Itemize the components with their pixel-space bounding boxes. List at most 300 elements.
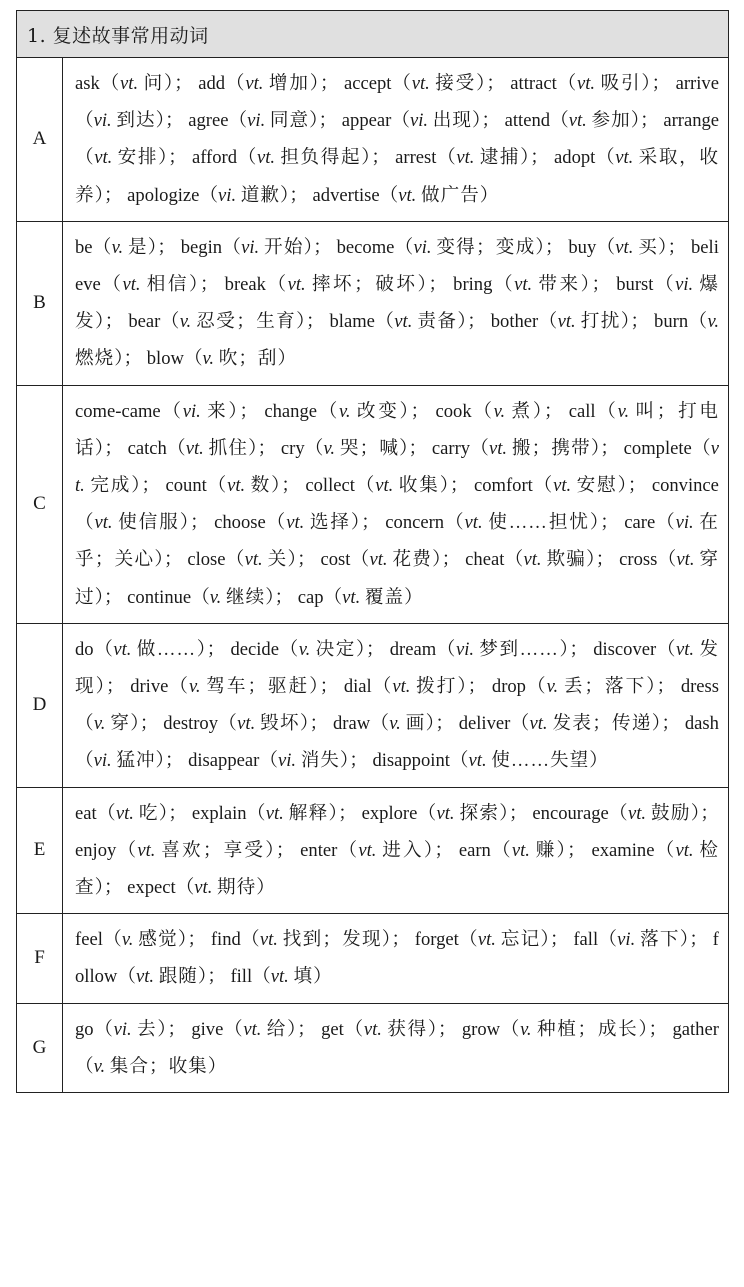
part-of-speech: vt. (244, 549, 263, 571)
verb-word: become (336, 236, 395, 258)
part-of-speech: v. (298, 638, 311, 660)
verb-word: dial (343, 676, 372, 698)
verb-word: apologize (127, 184, 200, 206)
verb-meaning: 参加 (591, 110, 631, 132)
verb-word: find (210, 929, 241, 951)
group-letter: G (17, 1003, 63, 1092)
group-letter: B (17, 221, 63, 385)
verb-entry: cost（vt. 花费） (320, 549, 442, 571)
verb-meaning: 关 (267, 549, 288, 571)
verb-word: arrest (395, 147, 437, 169)
verb-entry: add（vt. 增加） (198, 73, 320, 94)
verb-entry: complete（vt. 完成） (75, 437, 719, 497)
verb-meaning: 爆发 (75, 274, 719, 333)
verb-entry: follow（vt. 跟随） (75, 929, 719, 988)
part-of-speech: vt. (135, 966, 155, 988)
verb-meaning: 期待 (217, 877, 257, 899)
verb-word: cheat (465, 549, 505, 571)
verb-word: forget (414, 929, 459, 951)
part-of-speech: v. (121, 929, 134, 951)
part-of-speech: vt. (270, 966, 289, 988)
part-of-speech: vt. (523, 549, 542, 571)
part-of-speech: vt. (676, 638, 695, 660)
part-of-speech: v. (202, 348, 215, 370)
verb-entry: agree（vi. 同意） (188, 110, 319, 132)
verb-meaning: 问 (143, 73, 165, 94)
verb-word: encourage (532, 802, 609, 824)
letter-group-row (17, 1003, 729, 1092)
verb-word: arrange (663, 110, 720, 132)
verb-meaning: 丢；落下 (563, 676, 647, 698)
verb-meaning: 种植；成长 (536, 1018, 639, 1040)
verb-entry: grow（v. 种植；成长） (461, 1018, 649, 1040)
verb-word: bother (490, 311, 539, 333)
verb-word: continue (127, 586, 192, 608)
verb-word: enter (300, 839, 338, 861)
verb-word: ask (75, 73, 100, 94)
verb-word: cost (320, 549, 351, 571)
verb-word: burn (654, 311, 689, 333)
part-of-speech: vt. (468, 750, 487, 772)
part-of-speech: vt. (245, 73, 264, 94)
verb-entry: cap（vt. 覆盖） (297, 586, 423, 608)
part-of-speech: vt. (115, 802, 134, 824)
verb-word: blow (146, 348, 184, 370)
part-of-speech: vt. (477, 929, 496, 951)
verb-meaning: 接受 (435, 73, 477, 94)
part-of-speech: vi. (113, 1018, 132, 1040)
verb-meaning: 发现 (75, 638, 719, 698)
letter-group-row (17, 787, 729, 914)
verb-meaning: 买 (638, 236, 659, 258)
verb-word: advertise (312, 184, 380, 206)
group-entries: go（vi. 去）； give（vt. 给）； get（vt. 获得）； grow（v. 种植；成长）； gather（v. 集合；收集） (63, 1003, 729, 1092)
group-entries: come-came（vi. 来）； change（v. 改变）； cook（v. 煮）； call（v. 叫；打电话）； catch（vt. 抓住）； cry（v. 哭；喊）； carry（vt. 搬；携带）； complete（vt. 完成）； count（vt. 数）； collect（vt. 收集）； comfort（vt. 安慰）； convince（vt. 使信服）； choose（vt. 选择）； concern（vt. 使……担忧）； care（vi. 在乎；关心）； close（vt. 关）； cost（vt. 花费）； cheat（vt. 欺骗）； cross（vt. 穿过）； continue（v. 继续）； cap（vt. 覆盖） (63, 385, 729, 623)
verb-meaning: 使信服 (118, 512, 180, 534)
verb-word: count (165, 475, 207, 497)
part-of-speech: vi. (675, 512, 694, 534)
verb-entry: choose（vt. 选择） (214, 512, 362, 534)
group-letter: C (17, 385, 63, 623)
verb-word: bring (453, 274, 493, 296)
verb-entry: arrest（vt. 逮捕） (395, 147, 531, 169)
letter-group-row (17, 58, 729, 222)
verb-meaning: 跟随 (158, 966, 198, 988)
verb-meaning: 找到；发现 (282, 929, 382, 951)
verb-entry: draw（v. 画） (332, 713, 436, 735)
verb-entry: catch（vt. 抓住） (127, 437, 258, 459)
group-letter: E (17, 787, 63, 914)
verb-entry: convince（vt. 使信服） (75, 475, 719, 534)
verb-word: cry (280, 437, 305, 459)
part-of-speech: v. (93, 713, 106, 735)
verb-meaning: 责备 (417, 311, 458, 333)
verb-meaning: 搬；携带 (511, 437, 591, 459)
verb-meaning: 使……失望 (491, 750, 590, 772)
verb-entry: attract（vt. 吸引） (510, 73, 652, 94)
verb-entry: bear（v. 忍受；生育） (128, 311, 306, 333)
part-of-speech: vi. (182, 400, 201, 422)
verb-word: expect (127, 877, 176, 899)
verb-word: dress (680, 676, 720, 698)
verb-entry: cheat（vt. 欺骗） (465, 549, 596, 571)
part-of-speech: vt. (514, 274, 533, 296)
verb-entry: close（vt. 关） (187, 549, 297, 571)
verb-meaning: 增加 (268, 73, 310, 94)
verb-entry: blow（v. 吹；刮） (146, 348, 297, 370)
verb-entry: gather（v. 集合；收集） (75, 1018, 719, 1077)
part-of-speech: vt. (411, 73, 430, 94)
verb-entry: afford（vt. 担负得起） (191, 147, 372, 169)
verb-word: change (264, 400, 318, 422)
part-of-speech: vt. (375, 475, 394, 497)
part-of-speech: vt. (464, 512, 483, 534)
verb-entry: cook（v. 煮） (435, 400, 544, 422)
verb-word: afford (191, 147, 238, 169)
part-of-speech: v. (111, 236, 124, 258)
verb-entry: discover（vt. 发现） (75, 638, 719, 698)
verb-entry: continue（v. 继续） (127, 586, 275, 608)
verb-word: agree (188, 110, 229, 132)
verb-meaning: 采取，收养 (75, 147, 719, 206)
verb-entry: do（vt. 做……） (75, 638, 207, 660)
verb-meaning: 欺骗 (546, 549, 587, 571)
verb-entry: blame（vt. 责备） (329, 311, 468, 333)
verb-word: carry (431, 437, 471, 459)
verb-meaning: 使……担忧 (488, 512, 590, 534)
verb-vocabulary-table (16, 10, 729, 1093)
verb-meaning: 穿过 (75, 549, 719, 608)
verb-entry: buy（vt. 买） (568, 236, 668, 258)
verb-word: catch (127, 437, 167, 459)
part-of-speech: vt. (75, 437, 719, 497)
part-of-speech: vt. (627, 802, 647, 824)
verb-meaning: 检查 (75, 839, 720, 899)
verb-meaning: 梦到…… (479, 638, 559, 660)
verb-entry: attend（vt. 参加） (504, 110, 641, 132)
verb-entry: find（vt. 找到；发现） (210, 929, 392, 951)
part-of-speech: vt. (265, 802, 284, 824)
verb-word: give (191, 1018, 224, 1040)
verb-word: concern (385, 512, 445, 534)
verb-meaning: 哭；喊 (339, 437, 400, 459)
title-row (17, 11, 729, 58)
verb-entry: fall（vi. 落下） (573, 929, 690, 951)
part-of-speech: vt. (568, 110, 587, 132)
verb-entry: concern（vt. 使……担忧） (385, 512, 601, 534)
verb-meaning: 画 (405, 713, 426, 735)
verb-entry: advertise（vt. 做广告） (312, 184, 499, 206)
verb-entry: count（vt. 数） (165, 475, 282, 497)
verb-meaning: 给 (266, 1018, 288, 1040)
part-of-speech: vt. (398, 184, 417, 206)
verb-meaning: 集合；收集 (109, 1055, 208, 1077)
verb-entry: burst（vi. 爆发） (75, 274, 719, 333)
verb-entry: cross（vt. 穿过） (75, 549, 719, 608)
verb-entry: eat（vt. 吃） (75, 802, 169, 824)
verb-word: fill (230, 966, 253, 988)
verb-entry: appear（vi. 出现） (341, 110, 482, 132)
part-of-speech: vt. (185, 437, 204, 459)
verb-word: dash (684, 713, 719, 735)
verb-meaning: 忍受；生育 (196, 311, 297, 333)
verb-word: believe (75, 236, 719, 296)
part-of-speech: vi. (675, 274, 694, 296)
part-of-speech: vt. (675, 839, 694, 861)
verb-entry: adopt（vt. 采取，收养） (75, 147, 719, 206)
verb-word: appear (341, 110, 392, 132)
verb-word: drive (130, 676, 169, 698)
part-of-speech: vt. (287, 274, 306, 296)
verb-meaning: 同意 (269, 110, 310, 132)
part-of-speech: vt. (557, 311, 576, 333)
group-entries: ask（vt. 问）； add（vt. 增加）； accept（vt. 接受）； attract（vt. 吸引）； arrive（vi. 到达）； agree（vi. 同意）； appear（vi. 出现）； attend（vt. 参加）； arrange（vt. 安排）； afford（vt. 担负得起）； arrest（vt. 逮捕）； adopt（vt. 采取，收养）； apologize（vi. 道歉）； advertise（vt. 做广告） (63, 58, 729, 222)
verb-word: explore (361, 802, 418, 824)
part-of-speech: vt. (363, 1018, 382, 1040)
verb-word: close (187, 549, 226, 571)
verb-word: draw (332, 713, 371, 735)
verb-entry: examine（vt. 检查） (75, 839, 720, 899)
verb-meaning: 鼓励 (650, 802, 691, 824)
verb-entry: enter（vt. 进入） (300, 839, 435, 861)
verb-word: examine (591, 839, 655, 861)
part-of-speech: v. (209, 586, 222, 608)
verb-entry: decide（v. 决定） (230, 638, 366, 660)
part-of-speech: vt. (194, 877, 213, 899)
verb-entry: burn（v. 燃烧） (75, 311, 720, 370)
group-entries: eat（vt. 吃）； explain（vt. 解释）； explore（vt. 探索）； encourage（vt. 鼓励）； enjoy（vt. 喜欢；享受）； enter（vt. 进入）； earn（vt. 赚）； examine（vt. 检查）； expect（vt. 期待） (63, 787, 729, 914)
part-of-speech: vt. (243, 1018, 262, 1040)
verb-meaning: 抓住 (208, 437, 249, 459)
verb-meaning: 担负得起 (280, 147, 362, 169)
verb-meaning: 喜欢；享受 (161, 839, 266, 861)
verb-meaning: 摔坏；破坏 (311, 274, 418, 296)
verb-entry: become（vi. 变得；变成） (336, 236, 545, 258)
part-of-speech: vt. (577, 73, 596, 94)
part-of-speech: v. (707, 311, 720, 333)
verb-word: deliver (458, 713, 511, 735)
verb-meaning: 改变 (356, 400, 400, 422)
verb-entry: bring（vt. 带来） (453, 274, 592, 296)
verb-meaning: 安慰 (576, 475, 618, 497)
verb-entry: destroy（vt. 毁坏） (163, 713, 310, 735)
letter-group-row (17, 623, 729, 787)
part-of-speech: vi. (455, 638, 475, 660)
verb-word: arrive (675, 73, 719, 94)
verb-entry: apologize（vi. 道歉） (127, 184, 290, 206)
verb-meaning: 煮 (511, 400, 533, 422)
part-of-speech: vt. (488, 437, 508, 459)
verb-entry: break（vt. 摔坏；破坏） (224, 274, 429, 296)
verb-word: burst (616, 274, 654, 296)
part-of-speech: vt. (392, 676, 411, 698)
verb-meaning: 打扰 (580, 311, 621, 333)
part-of-speech: vi. (247, 110, 266, 132)
verb-meaning: 安排 (117, 147, 159, 169)
part-of-speech: vt. (259, 929, 278, 951)
verb-meaning: 拨打 (416, 676, 458, 698)
verb-entry: carry（vt. 搬；携带） (431, 437, 601, 459)
verb-entry: give（vt. 给） (191, 1018, 298, 1040)
part-of-speech: vt. (456, 147, 475, 169)
part-of-speech: vt. (369, 549, 388, 571)
verb-word: add (198, 73, 226, 94)
verb-word: destroy (163, 713, 219, 735)
verb-meaning: 选择 (309, 512, 351, 534)
part-of-speech: v. (339, 400, 351, 422)
part-of-speech: vi. (93, 750, 112, 772)
section-title: 1. 复述故事常用动词 (17, 11, 729, 58)
table-body (17, 11, 729, 1093)
part-of-speech: v. (617, 400, 630, 422)
part-of-speech: vt. (256, 147, 276, 169)
group-entries: do（vt. 做……）； decide（v. 决定）； dream（vi. 梦到……）； discover（vt. 发现）； drive（v. 驾车；驱赶）； dial（vt. 拨打）； drop（v. 丢；落下）； dress（v. 穿）； destroy（vt. 毁坏）； draw（v. 画）； deliver（vt. 发表；传递）； dash（vi. 猛冲）； disappear（vi. 消失）； disappoint（vt. 使……失望） (63, 623, 729, 787)
verb-word: go (75, 1018, 94, 1040)
verb-entry: fill（vt. 填） (230, 966, 332, 988)
verb-meaning: 到达 (116, 110, 156, 132)
verb-meaning: 吃 (138, 802, 159, 824)
verb-meaning: 获得 (387, 1018, 428, 1040)
verb-meaning: 赚 (535, 839, 557, 861)
part-of-speech: vt. (676, 549, 695, 571)
verb-meaning: 驾车；驱赶 (206, 676, 310, 698)
verb-entry: disappoint（vt. 使……失望） (372, 750, 608, 772)
verb-word: collect (305, 475, 355, 497)
verb-meaning: 落下 (640, 929, 680, 951)
verb-entry: expect（vt. 期待） (127, 877, 275, 899)
part-of-speech: v. (93, 1055, 106, 1077)
verb-entry: call（v. 叫；打电话） (75, 400, 719, 459)
part-of-speech: vt. (137, 839, 156, 861)
verb-meaning: 做…… (136, 638, 197, 660)
verb-entry: change（v. 改变） (264, 400, 411, 422)
part-of-speech: vt. (94, 512, 113, 534)
part-of-speech: v. (323, 437, 336, 459)
verb-word: earn (458, 839, 491, 861)
verb-word: dream (389, 638, 437, 660)
verb-word: begin (180, 236, 223, 258)
verb-meaning: 花费 (392, 549, 433, 571)
verb-entry: disappear（vi. 消失） (188, 750, 350, 772)
verb-word: enjoy (75, 839, 117, 861)
part-of-speech: vt. (286, 512, 305, 534)
verb-word: attract (510, 73, 557, 94)
verb-word: comfort (473, 475, 533, 497)
verb-entry: believe（vt. 相信） (75, 236, 719, 296)
verb-entry: bother（vt. 打扰） (490, 311, 631, 333)
group-letter: A (17, 58, 63, 222)
verb-meaning: 叫；打电话 (75, 400, 719, 459)
part-of-speech: vt. (237, 713, 256, 735)
verb-meaning: 完成 (90, 475, 132, 497)
letter-group-row (17, 385, 729, 623)
part-of-speech: vt. (615, 147, 634, 169)
verb-meaning: 燃烧 (75, 348, 115, 370)
verb-meaning: 变得；变成 (436, 236, 536, 258)
verb-word: drop (491, 676, 526, 698)
verb-meaning: 开始 (264, 236, 304, 258)
verb-entry: collect（vt. 收集） (305, 475, 450, 497)
verb-word: buy (568, 236, 597, 258)
part-of-speech: vt. (113, 638, 132, 660)
verb-entry: dream（vi. 梦到……） (389, 638, 570, 660)
part-of-speech: vt. (529, 713, 548, 735)
letter-group-row (17, 221, 729, 385)
verb-entry: go（vi. 去） (75, 1018, 168, 1040)
verb-meaning: 是 (127, 236, 148, 258)
verb-meaning: 在乎；关心 (75, 512, 719, 571)
verb-meaning: 发表；传递 (552, 713, 652, 735)
verb-meaning: 填 (293, 966, 314, 988)
part-of-speech: vt. (122, 274, 141, 296)
part-of-speech: v. (546, 676, 559, 698)
verb-word: complete (623, 437, 692, 459)
verb-entry: enjoy（vt. 喜欢；享受） (75, 839, 276, 861)
group-letter: F (17, 914, 63, 1003)
verb-word: convince (651, 475, 719, 497)
verb-word: come-came (75, 400, 161, 422)
verb-entry: comfort（vt. 安慰） (473, 475, 628, 497)
part-of-speech: vt. (358, 839, 377, 861)
part-of-speech: vt. (227, 475, 246, 497)
verb-meaning: 覆盖 (364, 586, 405, 608)
verb-entry: dial（vt. 拨打） (343, 676, 468, 698)
verb-meaning: 消失 (300, 750, 340, 772)
part-of-speech: v. (520, 1018, 532, 1040)
verb-meaning: 吹；刮 (218, 348, 278, 370)
part-of-speech: vt. (394, 311, 413, 333)
group-letter: D (17, 623, 63, 787)
group-entries: feel（v. 感觉）； find（vt. 找到；发现）； forget（vt. 忘记）； fall（vi. 落下）； follow（vt. 跟随）； fill（vt. 填） (63, 914, 729, 1003)
verb-word: attend (504, 110, 551, 132)
verb-meaning: 决定 (315, 638, 356, 660)
letter-group-row (17, 914, 729, 1003)
verb-word: break (224, 274, 266, 296)
part-of-speech: vi. (617, 929, 636, 951)
part-of-speech: vt. (511, 839, 530, 861)
verb-meaning: 逮捕 (479, 147, 521, 169)
part-of-speech: v. (179, 311, 192, 333)
part-of-speech: v. (389, 713, 401, 735)
verb-meaning: 进入 (382, 839, 424, 861)
part-of-speech: vt. (94, 147, 113, 169)
verb-entry: dash（vi. 猛冲） (75, 713, 719, 772)
part-of-speech: vt. (615, 236, 634, 258)
verb-meaning: 穿 (110, 713, 131, 735)
verb-entry: drop（v. 丢；落下） (491, 676, 657, 698)
verb-word: decide (230, 638, 279, 660)
verb-meaning: 解释 (288, 802, 329, 824)
verb-word: care (624, 512, 656, 534)
verb-meaning: 猛冲 (116, 750, 156, 772)
verb-word: follow (75, 929, 719, 988)
verb-word: disappear (188, 750, 260, 772)
verb-entry: dress（v. 穿） (75, 676, 720, 735)
verb-entry: explore（vt. 探索） (361, 802, 509, 824)
verb-word: cross (619, 549, 658, 571)
part-of-speech: vi. (93, 110, 112, 132)
verb-word: call (568, 400, 596, 422)
part-of-speech: vt. (553, 475, 572, 497)
verb-entry: arrive（vi. 到达） (75, 73, 719, 132)
verb-meaning: 道歉 (240, 184, 280, 206)
verb-word: do (75, 638, 94, 660)
verb-meaning: 来 (207, 400, 229, 422)
verb-entry: arrange（vt. 安排） (75, 110, 720, 169)
verb-entry: get（vt. 获得） (321, 1018, 438, 1040)
verb-entry: care（vi. 在乎；关心） (75, 512, 719, 571)
verb-meaning: 探索 (459, 802, 500, 824)
